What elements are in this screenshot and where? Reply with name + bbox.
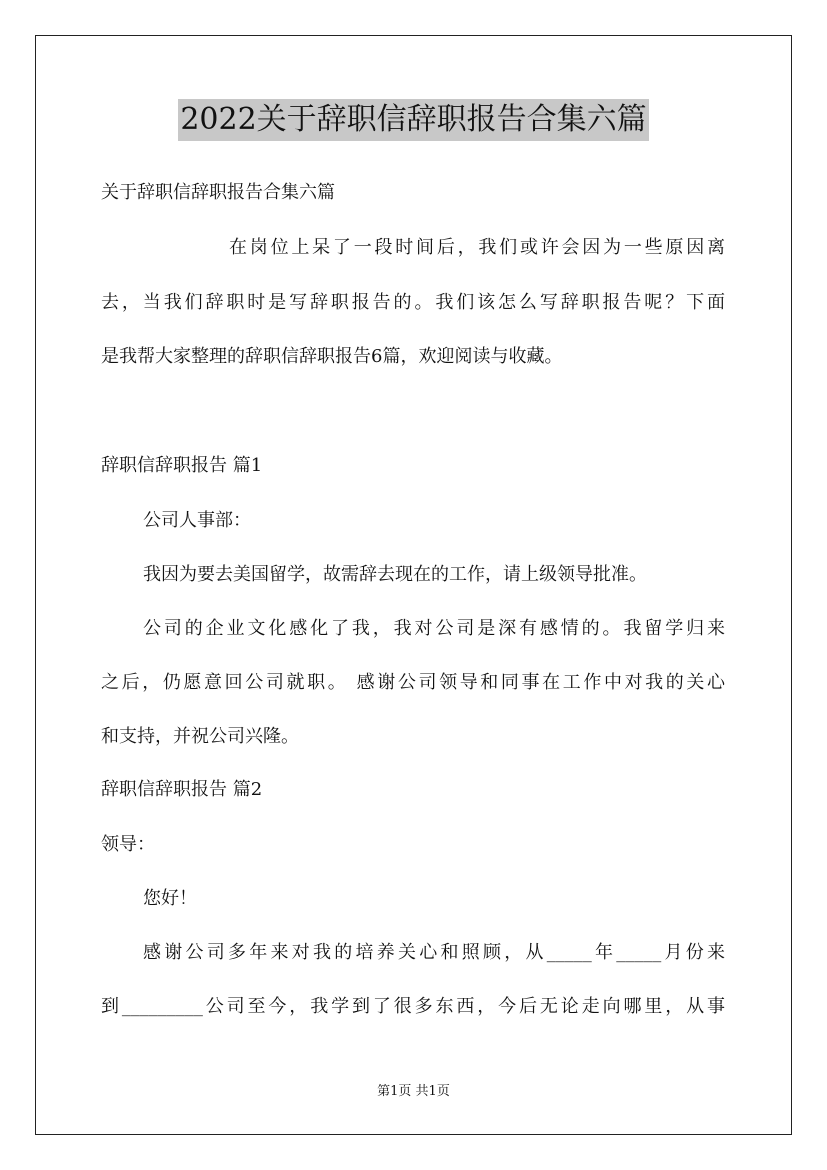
section1-greeting: 公司人事部： [143, 510, 251, 531]
section1-paragraph-2-line-2: 之后，仍愿意回公司就职。 感谢公司领导和同事在工作中对我的关心 [101, 672, 725, 693]
title-container [0, 99, 827, 141]
intro-line-2: 去，当我们辞职时是写辞职报告的。我们该怎么写辞职报告呢？下面 [101, 292, 725, 313]
section2-addressee: 领导： [101, 834, 155, 855]
section2-heading: 辞职信辞职报告 篇2 [101, 779, 263, 800]
section2-paragraph-1-line-2: 到_________公司至今，我学到了很多东西，今后无论走向哪里，从事 [101, 996, 725, 1017]
document-subtitle: 关于辞职信辞职报告合集六篇 [101, 182, 335, 203]
section1-paragraph-2-line-3: 和支持，并祝公司兴隆。 [101, 726, 299, 747]
page-footer: 第1页 共1页 [377, 1084, 450, 1099]
section2-greeting: 您好！ [143, 888, 197, 909]
section1-paragraph-1: 我因为要去美国留学，故需辞去现在的工作，请上级领导批准。 [143, 564, 647, 585]
section1-paragraph-2-line-1: 公司的企业文化感化了我，我对公司是深有感情的。我留学归来 [143, 618, 725, 639]
intro-line-3: 是我帮大家整理的辞职信辞职报告6篇，欢迎阅读与收藏。 [101, 346, 563, 367]
document-title: 2022关于辞职信辞职报告合集六篇 [178, 99, 648, 141]
section2-paragraph-1-line-1: 感谢公司多年来对我的培养关心和照顾，从_____年_____月份来 [143, 942, 725, 963]
section1-heading: 辞职信辞职报告 篇1 [101, 455, 263, 476]
intro-line-1: 在岗位上呆了一段时间后，我们或许会因为一些原因离 [229, 237, 725, 258]
